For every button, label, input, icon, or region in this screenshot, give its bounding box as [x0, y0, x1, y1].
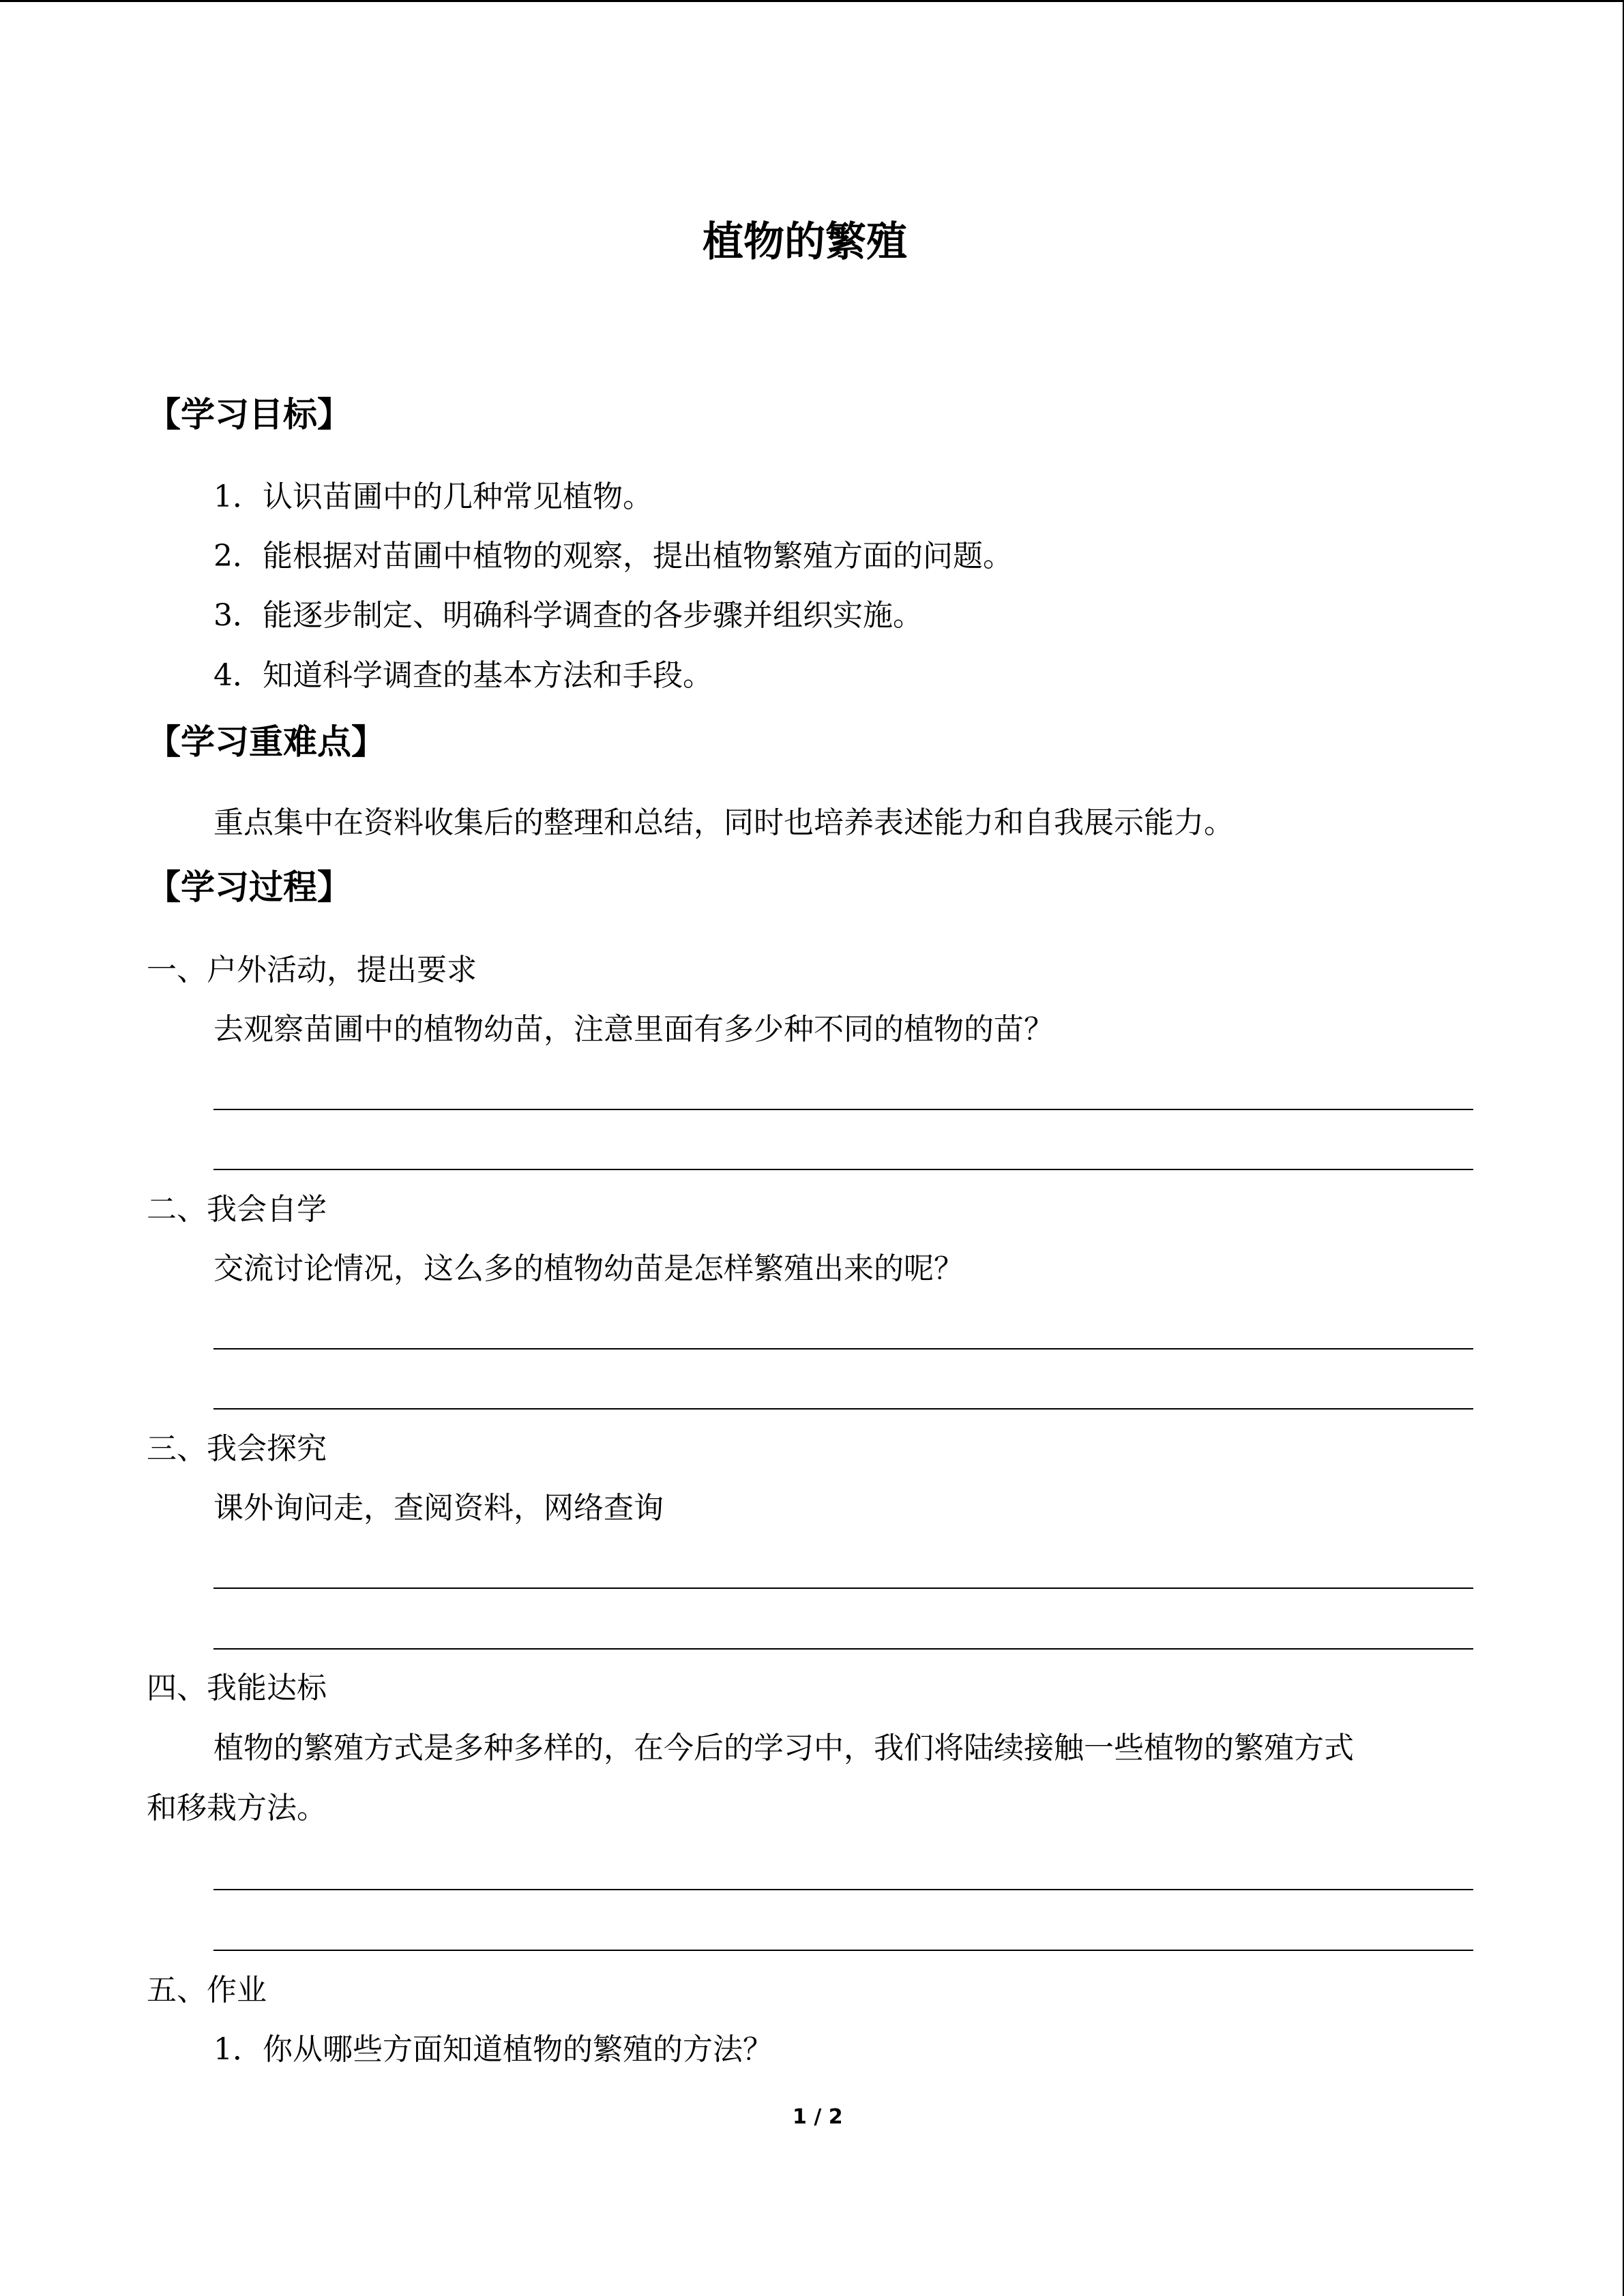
- objective-item-3: 3．能逐步制定、明确科学调查的各步骤并组织实施。: [213, 598, 923, 633]
- section-4-body-line-2: 和移栽方法。: [147, 1791, 327, 1825]
- section-3-title: 三、我会探究: [147, 1431, 327, 1466]
- section-5-title: 五、作业: [147, 1973, 267, 2008]
- section-2-body: 交流讨论情况，这么多的植物幼苗是怎样繁殖出来的呢？: [213, 1251, 964, 1286]
- answer-line: [213, 1109, 1473, 1110]
- page-title: 植物的繁殖: [703, 218, 907, 266]
- answer-line: [213, 1950, 1473, 1951]
- section-2-title: 二、我会自学: [147, 1192, 327, 1227]
- section-4-body-line-1: 植物的繁殖方式是多种多样的，在今后的学习中，我们将陆续接触一些植物的繁殖方式: [213, 1731, 1354, 1765]
- answer-line: [213, 1408, 1473, 1410]
- process-heading: 【学习过程】: [147, 867, 351, 907]
- objective-item-1: 1．认识苗圃中的几种常见植物。: [213, 479, 653, 514]
- answer-line: [213, 1587, 1473, 1589]
- answer-line: [213, 1648, 1473, 1650]
- answer-line: [213, 1889, 1473, 1890]
- objective-item-2: 2．能根据对苗圃中植物的观察，提出植物繁殖方面的问题。: [213, 539, 1013, 573]
- answer-line: [213, 1169, 1473, 1170]
- section-1-title: 一、户外活动，提出要求: [147, 953, 477, 987]
- objective-item-4: 4．知道科学调查的基本方法和手段。: [213, 658, 713, 693]
- homework-item-1: 1．你从哪些方面知道植物的繁殖的方法？: [213, 2032, 773, 2067]
- section-1-body: 去观察苗圃中的植物幼苗，注意里面有多少种不同的植物的苗？: [213, 1012, 1054, 1047]
- section-4-title: 四、我能达标: [147, 1671, 327, 1705]
- key-points-text: 重点集中在资料收集后的整理和总结，同时也培养表述能力和自我展示能力。: [213, 805, 1234, 840]
- section-3-body: 课外询问走，查阅资料，网络查询: [213, 1491, 664, 1525]
- objectives-heading: 【学习目标】: [147, 395, 351, 434]
- answer-line: [213, 1348, 1473, 1350]
- page-number: 1 / 2: [793, 2105, 843, 2129]
- key-points-heading: 【学习重难点】: [147, 722, 385, 762]
